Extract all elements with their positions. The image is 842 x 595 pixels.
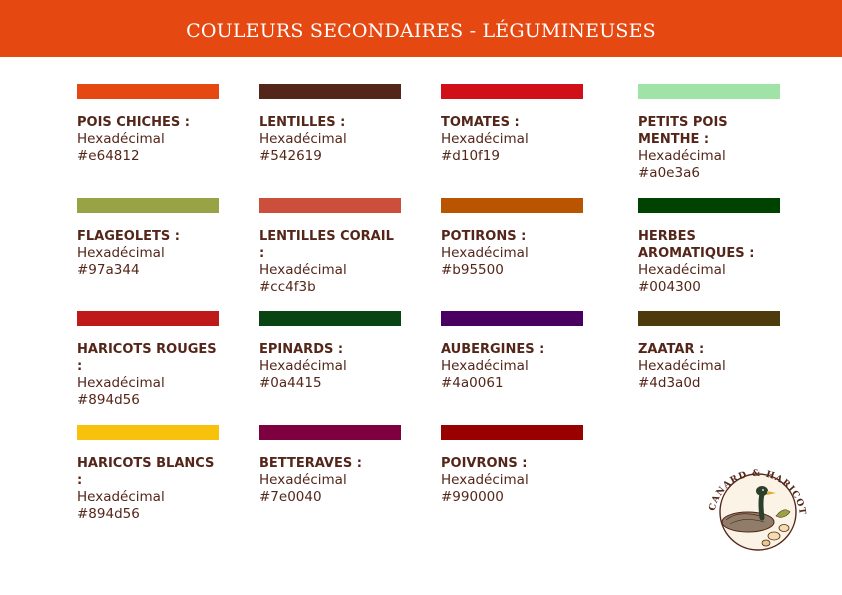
logo-text: CANARD & HARICOT (707, 468, 808, 517)
swatch-label: Hexadécimal (259, 262, 347, 278)
color-bar (77, 311, 219, 326)
swatch-pois-chiches (77, 84, 219, 165)
swatch-lentilles (259, 84, 401, 165)
swatch-hex: #894d56 (77, 506, 140, 522)
color-bar (259, 198, 401, 213)
swatch-haricots-blancs (77, 425, 219, 523)
color-bar (259, 84, 401, 99)
swatch-label: Hexadécimal (638, 148, 726, 164)
swatch-label: Hexadécimal (441, 131, 529, 147)
swatch-hex: #4d3a0d (638, 375, 701, 391)
swatch-hex: #7e0040 (259, 489, 322, 505)
color-bar (441, 311, 583, 326)
swatch-flageolets (77, 198, 219, 279)
color-bar (77, 425, 219, 440)
swatch-lentilles-corail (259, 198, 401, 296)
swatch-label: Hexadécimal (259, 358, 347, 374)
swatch-label: Hexadécimal (259, 472, 347, 488)
swatch-hex: #b95500 (441, 262, 504, 278)
swatch-name: TOMATES : (441, 115, 520, 130)
color-bar (441, 84, 583, 99)
swatch-name: POIVRONS : (441, 456, 528, 471)
swatch-label: Hexadécimal (77, 131, 165, 147)
swatch-name: LENTILLES CORAIL : (259, 229, 394, 261)
swatch-label: Hexadécimal (441, 245, 529, 261)
swatch-aubergines (441, 311, 583, 392)
color-bar (638, 84, 780, 99)
swatch-herbes-aromatiques (638, 198, 780, 296)
color-bar (638, 198, 780, 213)
swatch-name: HERBES AROMATIQUES : (638, 229, 755, 261)
swatch-tomates (441, 84, 583, 165)
swatch-name: PETITS POIS MENTHE : (638, 115, 728, 147)
swatch-hex: #894d56 (77, 392, 140, 408)
color-bar (441, 425, 583, 440)
swatch-name: LENTILLES : (259, 115, 346, 130)
swatch-name: POTIRONS : (441, 229, 527, 244)
swatch-label: Hexadécimal (638, 262, 726, 278)
color-bar (259, 425, 401, 440)
brand-logo (704, 466, 808, 554)
swatch-hex: #990000 (441, 489, 504, 505)
swatch-potirons (441, 198, 583, 279)
swatch-betteraves (259, 425, 401, 506)
swatch-label: Hexadécimal (77, 375, 165, 391)
color-bar (259, 311, 401, 326)
duck-logo-icon (704, 466, 808, 554)
swatch-name: HARICOTS BLANCS : (77, 456, 215, 488)
swatch-poivrons (441, 425, 583, 506)
swatch-name: AUBERGINES : (441, 342, 545, 357)
swatch-hex: #0a4415 (259, 375, 322, 391)
swatch-hex: #d10f19 (441, 148, 500, 164)
swatch-hex: #a0e3a6 (638, 165, 700, 181)
page-title: COULEURS SECONDAIRES - LÉGUMINEUSES (186, 19, 656, 42)
swatch-label: Hexadécimal (259, 131, 347, 147)
swatch-label: Hexadécimal (77, 245, 165, 261)
swatch-name: ZAATAR : (638, 342, 705, 357)
swatch-haricots-rouges (77, 311, 219, 409)
color-bar (77, 84, 219, 99)
swatch-epinards (259, 311, 401, 392)
swatch-label: Hexadécimal (441, 358, 529, 374)
swatch-name: BETTERAVES : (259, 456, 362, 471)
swatch-label: Hexadécimal (77, 489, 165, 505)
color-bar (77, 198, 219, 213)
swatch-hex: #542619 (259, 148, 322, 164)
swatch-label: Hexadécimal (441, 472, 529, 488)
swatch-label: Hexadécimal (638, 358, 726, 374)
swatch-name: FLAGEOLETS : (77, 229, 180, 244)
swatch-name: POIS CHICHES : (77, 115, 190, 130)
color-bar (441, 198, 583, 213)
swatch-hex: #cc4f3b (259, 279, 316, 295)
color-bar (638, 311, 780, 326)
swatch-hex: #004300 (638, 279, 701, 295)
swatch-hex: #97a344 (77, 262, 140, 278)
page-header (0, 0, 842, 57)
swatch-name: EPINARDS : (259, 342, 344, 357)
swatch-zaatar (638, 311, 780, 392)
swatch-name: HARICOTS ROUGES : (77, 342, 217, 374)
swatch-hex: #e64812 (77, 148, 140, 164)
swatch-hex: #4a0061 (441, 375, 504, 391)
swatch-petits-pois-menthe (638, 84, 780, 182)
